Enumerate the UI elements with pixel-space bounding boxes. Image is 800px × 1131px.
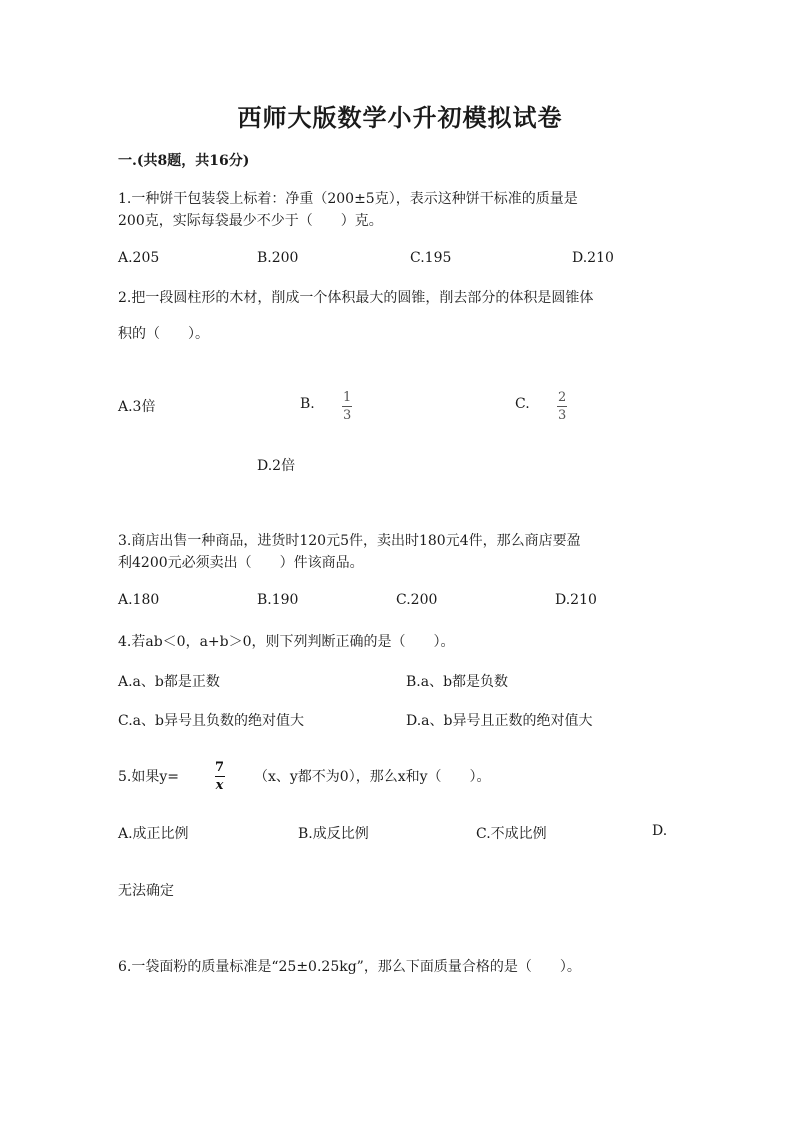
question-5-option-a: A.成正比例 <box>118 826 189 842</box>
question-3-line-2: 利4200元必须卖出（ ）件该商品。 <box>118 555 364 571</box>
question-4-option-a: A.a、b都是正数 <box>118 674 220 690</box>
fraction-denominator: 3 <box>558 408 567 423</box>
question-4-option-b: B.a、b都是负数 <box>406 674 509 690</box>
question-3-option-b: B.190 <box>257 592 299 608</box>
question-3-option-a: A.180 <box>118 592 160 608</box>
question-1-line-2: 200克，实际每袋最少不少于（ ）克。 <box>118 213 383 229</box>
fraction-numerator: 7 <box>215 760 225 775</box>
question-2-option-b-label: B. <box>300 396 315 412</box>
question-2-line-2: 积的（ ）。 <box>118 326 209 342</box>
question-5-option-d: D. <box>652 823 668 839</box>
question-1-line-1: 1.一种饼干包装袋上标着：净重（200±5克），表示这种饼干标准的质量是 <box>118 191 578 207</box>
question-2-option-c-label: C. <box>515 396 530 412</box>
question-1-option-a: A.205 <box>118 250 160 266</box>
question-4-option-c: C.a、b异号且负数的绝对值大 <box>118 713 304 729</box>
question-2-option-c-fraction <box>556 389 568 422</box>
fraction-denominator: x <box>215 778 224 793</box>
question-3-option-d: D.210 <box>555 592 597 608</box>
question-3-option-c: C.200 <box>396 592 438 608</box>
question-5-prefix: 5.如果y= <box>118 769 179 785</box>
fraction-numerator: 2 <box>558 390 567 405</box>
question-3-line-1: 3.商店出售一种商品，进货时120元5件，卖出时180元4件，那么商店要盈 <box>118 533 581 549</box>
question-2-option-b-fraction <box>341 389 353 422</box>
fraction-denominator: 3 <box>343 408 352 423</box>
question-1-option-d: D.210 <box>572 250 614 266</box>
question-1-option-b: B.200 <box>257 250 299 266</box>
question-5-suffix: （x、y都不为0），那么x和y（ ）。 <box>254 769 491 785</box>
question-5-option-b: B.成反比例 <box>298 826 369 842</box>
question-2-line-1: 2.把一段圆柱形的木材，削成一个体积最大的圆锥，削去部分的体积是圆锥体 <box>118 290 594 306</box>
question-5-option-c: C.不成比例 <box>476 826 547 842</box>
question-2-option-d: D.2倍 <box>257 458 296 474</box>
question-5-fraction <box>213 759 226 792</box>
section-heading: 一.(共8题，共16分) <box>118 153 250 169</box>
question-5-option-d-text: 无法确定 <box>118 883 174 899</box>
question-2-option-a: A.3倍 <box>118 399 156 415</box>
question-1-option-c: C.195 <box>410 250 452 266</box>
question-4-option-d: D.a、b异号且正数的绝对值大 <box>406 713 593 729</box>
question-4-line-1: 4.若ab＜0，a+b＞0，则下列判断正确的是（ ）。 <box>118 634 455 650</box>
page-title: 西师大版数学小升初模拟试卷 <box>237 103 563 132</box>
fraction-numerator: 1 <box>343 390 352 405</box>
question-6-line-1: 6.一袋面粉的质量标准是“25±0.25kg”，那么下面质量合格的是（ ）。 <box>118 959 581 975</box>
